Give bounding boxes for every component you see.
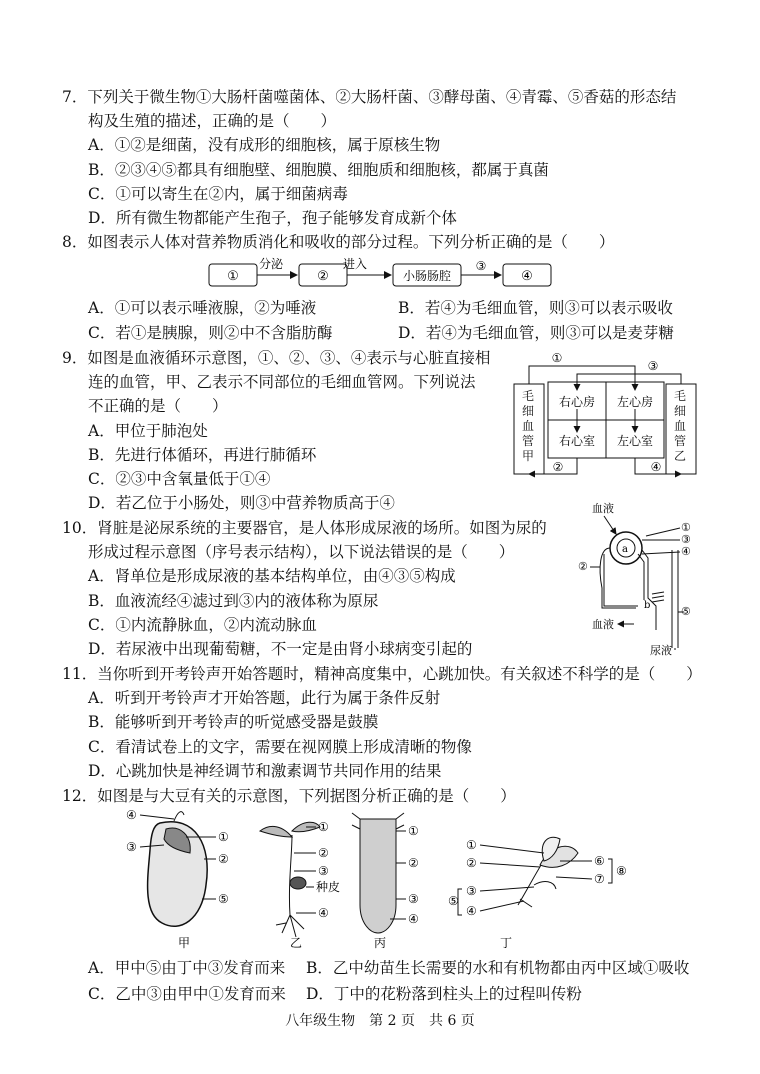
q10-label-b: b (644, 600, 651, 611)
q9-left-atrium: 左心房 (616, 395, 654, 409)
q10-label-1: ① (681, 521, 691, 534)
q10-stem-line2: 形成过程示意图（序号表示结构），以下说法错误的是（ ） (88, 543, 515, 561)
q11-option-c: C．看清试卷上的文字，需要在视网膜上形成清晰的物像 (88, 738, 472, 756)
q7-option-b: B．②③④⑤都具有细胞壁、细胞膜、细胞质和细胞核，都属于真菌 (88, 161, 549, 179)
q12-yi-seed-coat: 种皮 (316, 880, 341, 894)
q9-option-d: D．若乙位于小肠处，则③中营养物质高于④ (88, 494, 395, 512)
q12-ding-label-5: ⑤ (448, 894, 459, 908)
q10-label-4: ④ (681, 545, 691, 558)
q12-jia-label-1: ① (218, 830, 229, 844)
q12-label-ding: 丁 (500, 936, 513, 950)
q8-box-4-label: ④ (521, 269, 533, 284)
q10-label-a: a (622, 544, 628, 555)
q9-option-c: C．②③中含氧量低于①④ (88, 470, 271, 488)
q10-nephron-diagram (576, 498, 700, 658)
q8-flow-diagram (205, 254, 555, 290)
q12-bing-label-4: ④ (408, 912, 419, 926)
q10-label-5: ⑤ (681, 605, 691, 618)
q11-option-d: D．心跳加快是神经调节和激素调节共同作用的结果 (88, 762, 442, 780)
q12-ding-label-7: ⑦ (594, 872, 605, 886)
q8-option-a: A．①可以表示唾液腺，②为唾液 (88, 299, 317, 317)
q10-stem-line1: 10．肾脏是泌尿系统的主要器官，是人体形成尿液的场所。如图为尿的 (62, 519, 547, 537)
q8-option-c: C．若①是胰腺，则②中不含脂肪酶 (88, 324, 333, 342)
q8-box-2-label: ② (317, 269, 329, 284)
q12-label-yi: 乙 (290, 936, 303, 950)
q8-box-3-label: 小肠肠腔 (402, 269, 452, 283)
q12-option-a: A．甲中⑤由丁中③发育而来 (88, 959, 286, 977)
q12-yi-label-3: ③ (318, 864, 329, 878)
q12-jia-label-3: ③ (126, 840, 137, 854)
q8-arrow-1-label: 分泌 (258, 257, 284, 271)
q10-option-d: D．若尿液中出现葡萄糖，不一定是由肾小球病变引起的 (88, 640, 473, 658)
q12-seedling-yi (260, 822, 320, 937)
q12-bing-label-1: ① (408, 824, 419, 838)
q9-vessel-1-label: ① (551, 351, 563, 365)
q12-option-b: B．乙中幼苗生长需要的水和有机物都由丙中区域①吸收 (306, 959, 690, 977)
q8-stem: 8．如图表示人体对营养物质消化和吸收的部分过程。下列分析正确的是（ ） (62, 233, 615, 251)
q12-ding-label-1: ① (466, 838, 477, 852)
q12-ding-label-2: ② (466, 856, 477, 870)
q9-stem-line2: 连的血管，甲、乙表示不同部位的毛细血管网。下列说法 (88, 373, 476, 391)
q9-option-b: B．先进行体循环，再进行肺循环 (88, 446, 317, 464)
q12-yi-label-1: ① (318, 820, 329, 834)
q9-stem-line3: 不正确的是（ ） (88, 397, 228, 415)
q10-option-b: B．血液流经④滤过到③内的液体称为原尿 (88, 592, 379, 610)
q10-option-c: C．①内流静脉血，②内流动脉血 (88, 616, 317, 634)
q9-option-a: A．甲位于肺泡处 (88, 422, 208, 440)
q9-left-ventricle: 左心室 (616, 434, 654, 448)
q12-ding-label-6: ⑥ (594, 854, 605, 868)
q12-jia-label-4: ④ (126, 808, 137, 822)
q12-ding-label-4: ④ (466, 904, 477, 918)
q10-blood-out-label: 血液 (592, 618, 614, 631)
q12-bing-label-3: ③ (408, 892, 419, 906)
q9-vessel-4-label: ④ (650, 460, 662, 474)
q10-vessel-2 (600, 548, 636, 608)
q11-stem: 11．当你听到开考铃声开始答题时，精神高度集中，心跳加快。有关叙述不科学的是（ ） (62, 665, 702, 683)
q10-label-2: ② (578, 560, 588, 573)
q12-label-bing: 丙 (374, 936, 387, 950)
q7-stem-line2: 构及生殖的描述，正确的是（ ） (88, 112, 337, 130)
q9-capillary-yi-text: 毛细血管乙 (673, 389, 686, 463)
q9-vessel-1 (529, 366, 635, 390)
q10-urine-label: 尿液 (650, 644, 672, 657)
q12-label-jia: 甲 (178, 936, 191, 950)
q12-option-c: C．乙中③由甲中①发育而来 (88, 985, 286, 1003)
q7-option-a: A．①②是细菌，没有成形的细胞核，属于原核生物 (88, 136, 441, 154)
q9-vessel-3-label: ③ (647, 359, 659, 373)
q8-option-d: D．若④为毛细血管，则③可以是麦芽糖 (398, 324, 674, 342)
q12-yi-label-2: ② (318, 846, 329, 860)
q12-seed-jia (148, 812, 208, 927)
q11-option-b: B．能够听到开考铃声的听觉感受器是鼓膜 (88, 713, 379, 731)
q9-capillary-jia-text: 毛细血管甲 (521, 389, 534, 463)
q7-option-d: D．所有微生物都能产生孢子，孢子能够发育成新个体 (88, 209, 457, 227)
q7-stem-line1: 7．下列关于微生物①大肠杆菌噬菌体、②大肠杆菌、③酵母菌、④青霉、⑤香菇的形态结 (62, 88, 677, 106)
q8-box-1-label: ① (227, 269, 239, 284)
q12-ding-label-3: ③ (466, 884, 477, 898)
q8-arrow-3-label: ③ (475, 259, 487, 273)
q12-soybean-diagram (120, 805, 650, 953)
q10-label-3: ③ (681, 533, 691, 546)
page-footer: 八年级生物 第 2 页 共 6 页 (285, 1013, 475, 1029)
q10-blood-in-label: 血液 (592, 502, 614, 515)
q9-right-atrium: 右心房 (558, 395, 596, 409)
q12-bing-label-2: ② (408, 856, 419, 870)
q11-option-a: A．听到开考铃声才开始答题，此行为属于条件反射 (88, 689, 441, 707)
q12-flower-ding (518, 837, 578, 907)
q12-yi-label-4: ④ (318, 906, 329, 920)
q10-option-a: A．肾单位是形成尿液的基本结构单位，由④③⑤构成 (88, 567, 456, 585)
q12-jia-label-2: ② (218, 852, 229, 866)
q12-ding-label-8: ⑧ (616, 864, 627, 878)
q9-right-ventricle: 右心室 (558, 434, 596, 448)
q7-option-c: C．①可以寄生在②内，属于细菌病毒 (88, 185, 348, 203)
q9-stem-line1: 9．如图是血液循环示意图，①、②、③、④表示与心脏直接相 (62, 349, 491, 367)
q8-option-b: B．若④为毛细血管，则③可以表示吸收 (398, 299, 673, 317)
q12-option-d: D．丁中的花粉落到柱头上的过程叫传粉 (306, 985, 582, 1003)
q12-jia-label-5: ⑤ (218, 892, 229, 906)
q9-vessel-2-label: ② (552, 460, 564, 474)
q12-stem: 12．如图是与大豆有关的示意图，下列据图分析正确的是（ ） (62, 787, 516, 805)
q8-arrow-2-label: 进入 (342, 257, 368, 271)
